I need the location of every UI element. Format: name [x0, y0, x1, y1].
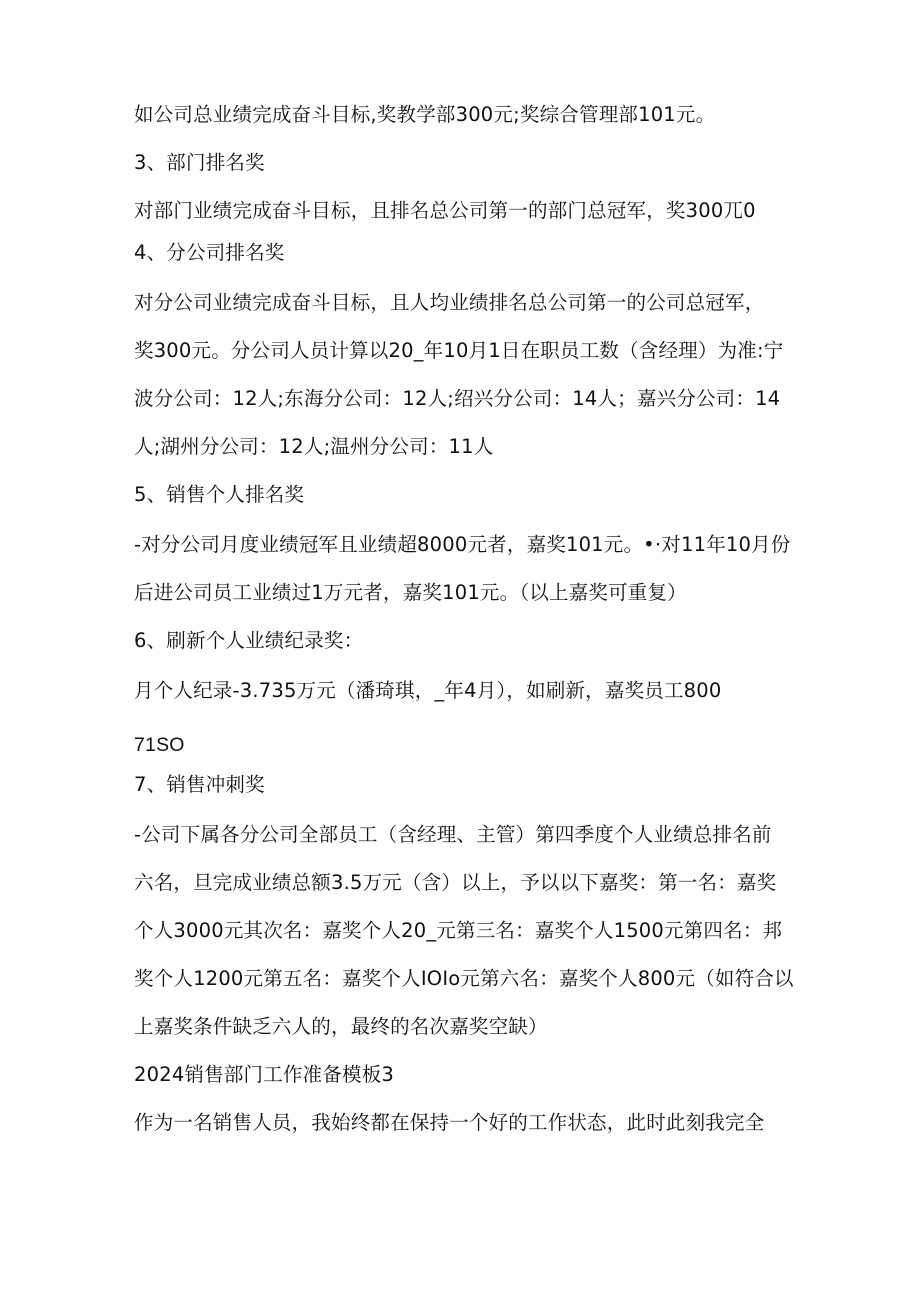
text-line: 波分公司：12人;东海分公司：12人;绍兴分公司：14人；嘉兴分公司：14: [134, 387, 781, 410]
text-line: -对分公司月度业绩冠军且业绩超8000元者，嘉奖101元。•·对11年10月份: [134, 533, 791, 556]
text-line: 后进公司员工业绩过1万元者，嘉奖101元。（以上嘉奖可重复）: [134, 581, 687, 604]
section-heading: 5、销售个人排名奖: [134, 483, 305, 506]
text-line: 奖300元。分公司人员计算以20_年10月1日在职员工数（含经理）为准:宁: [134, 339, 784, 362]
text-line: 个人3000元其次名：嘉奖个人20_元第三名：嘉奖个人1500元第四名：邦: [134, 919, 783, 942]
section-heading: 3、部门排名奖: [134, 151, 265, 174]
text-line: 如公司总业绩完成奋斗目标,奖教学部300元;奖综合管理部101元。: [134, 103, 716, 126]
text-line: 作为一名销售人员，我始终都在保持一个好的工作状态，此时此刻我完全: [134, 1111, 765, 1134]
section-heading: 2024销售部门工作准备模板3: [134, 1063, 395, 1086]
section-heading: 6、刷新个人业绩纪录奖：: [134, 629, 364, 652]
text-line: 人;湖州分公司：12人;温州分公司：11人: [134, 435, 494, 458]
section-heading: 4、分公司排名奖: [134, 241, 285, 264]
section-heading: 7、销售冲刺奖: [134, 773, 265, 796]
text-line: -公司下属各分公司全部员工（含经理、主管）第四季度个人业绩总排名前: [134, 823, 772, 846]
text-line: 上嘉奖条件缺乏六人的，最终的名次嘉奖空缺）: [134, 1015, 548, 1038]
text-line: 对分公司业绩完成奋斗目标，且人均业绩排名总公司第一的公司总冠军，: [134, 291, 765, 314]
text-line: 月个人纪录-3.735万元（潘琦琪，_年4月），如刷新，嘉奖员工800: [134, 679, 722, 702]
text-line: 六名，旦完成业绩总额3.5万元（含）以上，予以以下嘉奖：第一名：嘉奖: [134, 871, 777, 894]
text-line: 71SO: [134, 734, 185, 756]
text-line: 对部门业绩完成奋斗目标，且排名总公司第一的部门总冠军，奖300兀0: [134, 199, 756, 222]
text-line: 奖个人1200元第五名：嘉奖个人IOIo元第六名：嘉奖个人800元（如符合以: [134, 967, 794, 990]
